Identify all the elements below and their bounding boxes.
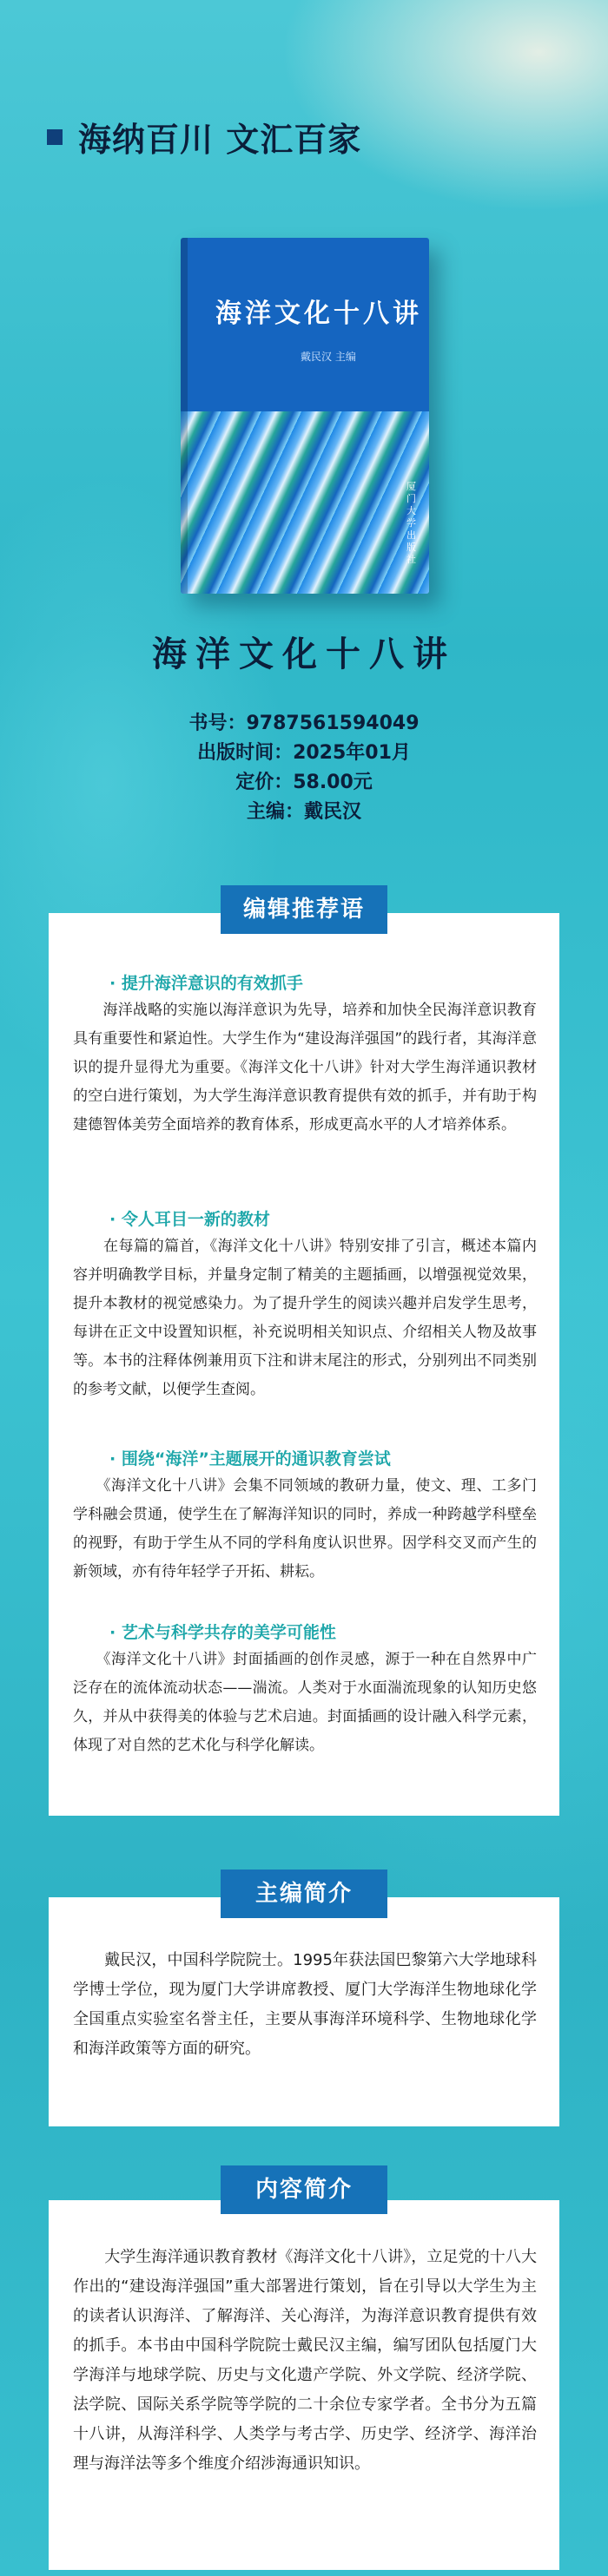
section-text: 《海洋文化十八讲》会集不同领域的教研力量，使文、理、工多门学科融会贯通，使学生在了解海洋知识的同时，养成一种跨越学科壁垒的视野，有助于学生从不同的学科角度认识世界。因学科交叉而产生的新领域，亦有待年轻学子开拓、耕耘。 [73,1477,537,1580]
section-heading: · 围绕“海洋”主题展开的通识教育尝试 [109,1449,391,1469]
content-intro-text: 大学生海洋通识教育教材《海洋文化十八讲》，立足党的十八大作出的“建设海洋强国”重大部署进行策划，旨在引导以大学生为主的读者认识海洋、了解海洋、关心海洋，为海洋意识教育提供有效的抓手。本书由中国科学院院士戴民汉主编，编写团队包括厦门大学海洋与地球学院、历史与文化遗产学院、外文学院、经济学院、法学院、国际关系学院等学院的二十余位专家学者。全书分为五篇十八讲，从海洋科学、人类学与考古学、历史学、经济学、海洋治理与海洋法等多个维度介绍涉海通识知识。 [73,2248,537,2473]
editor-intro-text: 戴民汉，中国科学院院士。1995年获法国巴黎第六大学地球科学博士学位，现为厦门大学讲席教授、厦门大学海洋生物地球化学全国重点实验室名誉主任，主要从事海洋环境科学、生物地球化学和海洋政策等方面的研究。 [73,1951,537,2058]
publish-date-text: 出版时间：2025年01月 [197,742,411,764]
section-heading: · 提升海洋意识的有效抓手 [109,974,303,993]
section-text: 海洋战略的实施以海洋意识为先导，培养和加快全民海洋意识教育具有重要性和紧迫性。大学生作为“建设海洋强国”的践行者，其海洋意识的提升显得尤为重要。《海洋文化十八讲》针对大学生海洋通识教材的空白进行策划，为大学生海洋意识教育提供有效的抓手，并有助于构建德智体美劳全面培养的教育体系，形成更高水平的人才培养体系。 [73,1002,537,1134]
book-title: 海洋文化十八讲 [152,634,456,674]
section-text: 在每篇的篇首，《海洋文化十八讲》特别安排了引言，概述本篇内容并明确教学目标，并量身定制了精美的主题插画，以增强视觉效果，提升本教材的视觉感染力。为了提升学生的阅读兴趣并启发学生思考，每讲在正文中设置知识框，补充说明相关知识点、介绍相关人物及故事等。本书的注释体例兼用页下注和讲末尾注的形式，分别列出不同类别的参考文献，以便学生查阅。 [73,1238,537,1398]
editor-text: 主编：戴民汉 [246,801,361,823]
price-text: 定价：58.00元 [235,772,373,793]
isbn-text: 书号：9787561594049 [188,713,420,734]
brand-title: 海纳百川 文汇百家 [78,121,362,159]
section-heading: · 艺术与科学共存的美学可能性 [109,1623,336,1642]
brand-header [47,113,361,161]
section-heading: · 令人耳目一新的教材 [109,1210,270,1229]
book-cover-publisher: 厦门大学出版社 [406,481,416,565]
book-cover [181,238,429,594]
editor-intro-label: 主编简介 [221,1870,387,1918]
section-text: 《海洋文化十八讲》封面插画的创作灵感，源于一种在自然界中广泛存在的流体流动状态——湍流。人类对于水面湍流现象的认知历史悠久，并从中获得美的体验与艺术启迪。封面插画的设计融入科学元素，体现了对自然的艺术化与科学化解读。 [73,1651,537,1754]
content-intro-label: 内容简介 [221,2165,387,2214]
wave-illustration [181,411,429,594]
book-cover-author: 戴民汉 主编 [301,351,356,363]
book-cover-title: 海洋文化十八讲 [215,299,422,329]
square-icon [47,129,63,145]
recommend-label: 编辑推荐语 [221,885,387,934]
